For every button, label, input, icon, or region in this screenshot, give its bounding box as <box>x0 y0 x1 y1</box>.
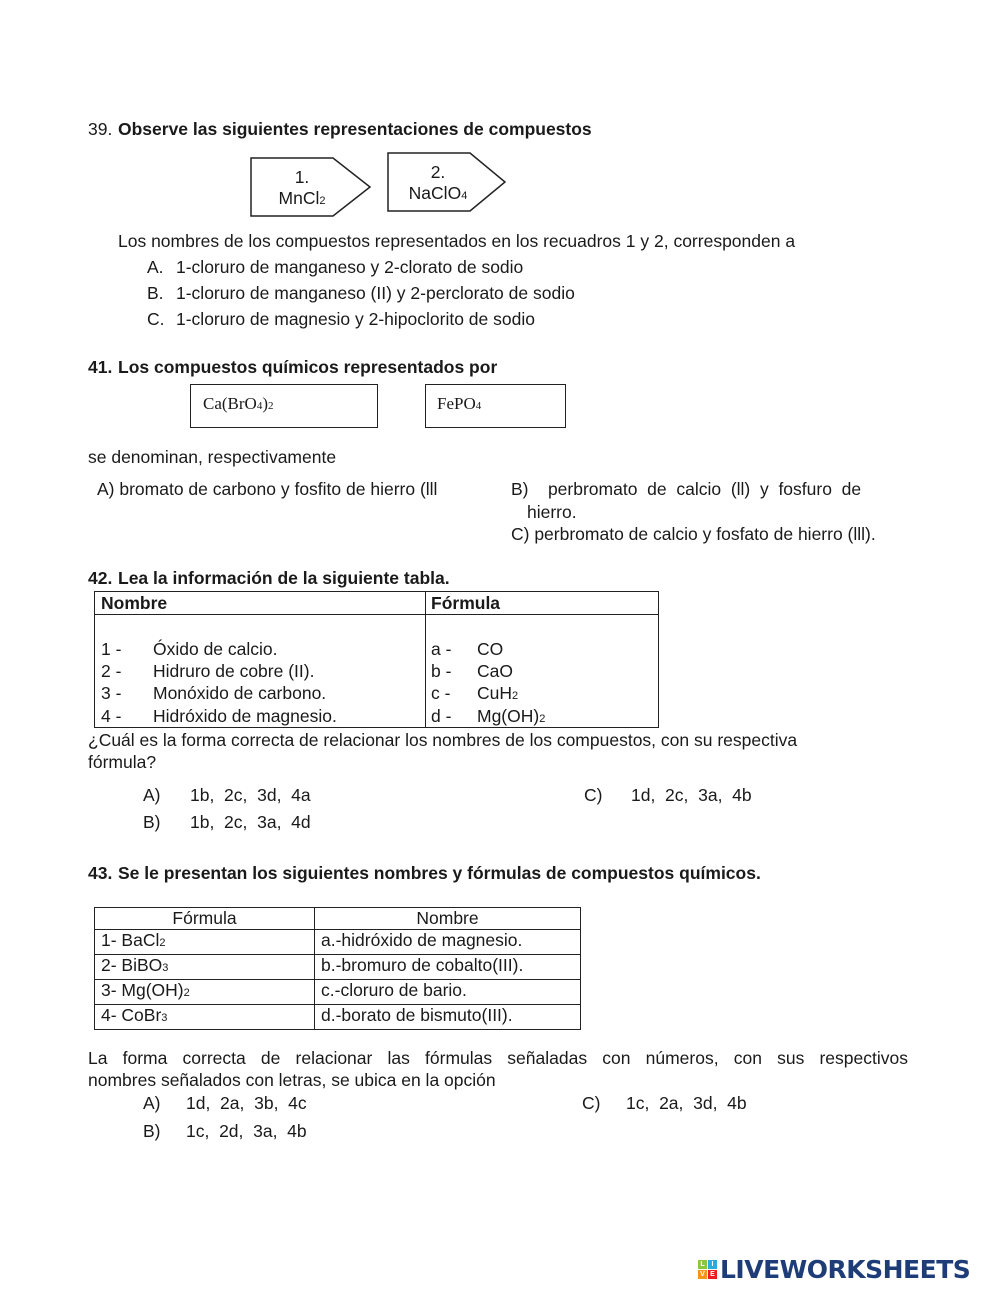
q43-table <box>94 907 581 1030</box>
formula: ) <box>262 394 268 413</box>
subscript: 2 <box>159 937 166 949</box>
formula-text: CaO <box>477 661 513 681</box>
name-cell: b.-bromuro de cobalto(III). <box>315 955 581 980</box>
q39-option-c-letter: C. <box>147 309 165 329</box>
formula-letter: d - <box>431 706 452 726</box>
formula: FePO <box>437 394 476 413</box>
table-row <box>95 980 581 1005</box>
formula: 2- BiBO <box>101 955 163 975</box>
formula-text: Mg(OH) <box>477 706 540 726</box>
q43-paragraph: La forma correcta de relacionar las fórmulas señaladas con números, con sus respectivos <box>88 1048 908 1068</box>
table-header-row <box>95 908 581 930</box>
q41-option-b-cont: hierro. <box>527 502 577 522</box>
box2-label <box>400 162 476 207</box>
q39-title: Observe las siguientes representaciones de compuestos <box>118 119 592 139</box>
name-cell: d.-borato de bismuto(III). <box>315 1005 581 1030</box>
q42-question-cont: fórmula? <box>88 752 157 772</box>
formula: 1- BaCl <box>101 930 160 950</box>
formula-cell <box>95 955 315 980</box>
q41-title: Los compuestos químicos representados por <box>118 357 498 377</box>
formula-text: CuH <box>477 683 513 703</box>
subscript: 3 <box>162 962 169 974</box>
formula: 4- CoBr <box>101 1005 162 1025</box>
name-cell: c.-cloruro de bario. <box>315 980 581 1005</box>
formula-cell <box>95 1005 315 1030</box>
q39-option-c: 1-cloruro de magnesio y 2-hipoclorito de sodio <box>176 309 535 329</box>
formula <box>477 706 545 729</box>
header-nombre: Nombre <box>315 908 581 930</box>
formula-box-2-text <box>437 394 481 416</box>
subscript: 4 <box>475 400 482 412</box>
formula-letter: b - <box>431 661 452 681</box>
formula <box>477 683 518 706</box>
formula: 3- Mg(OH) <box>101 980 184 1000</box>
logo-square: E <box>708 1270 717 1279</box>
q39-option-a: 1-cloruro de manganeso y 2-clorato de sodio <box>176 257 524 277</box>
subscript: 4 <box>461 190 468 202</box>
formula-text: CO <box>477 639 504 659</box>
q43-option-a-letter: A) <box>143 1093 161 1113</box>
formula: NaClO <box>408 183 462 203</box>
q43-option-c-letter: C) <box>582 1093 601 1113</box>
formula <box>477 639 503 659</box>
subscript: 3 <box>161 1012 168 1024</box>
box2-number: 2. <box>430 162 446 182</box>
formula-box-1-text <box>203 394 274 416</box>
subscript: 2 <box>268 400 274 412</box>
subscript: 2 <box>183 987 190 999</box>
q39-option-b-letter: B. <box>147 283 164 303</box>
q43-option-a: 1d, 2a, 3b, 4c <box>186 1093 307 1113</box>
q41-option-a: A) bromato de carbono y fosfito de hierro (lll <box>97 479 438 499</box>
box1-label <box>268 167 336 212</box>
formula-cell <box>95 980 315 1005</box>
formula-letter: c - <box>431 683 451 703</box>
q41-option-c: C) perbromato de calcio y fosfato de hierro (lll). <box>511 524 876 544</box>
logo-square: I <box>708 1260 717 1269</box>
header-formula: Fórmula <box>95 908 315 930</box>
formula <box>477 661 513 681</box>
name-number: 3 - <box>101 683 122 703</box>
q42-option-c-letter: C) <box>584 785 603 805</box>
subscript: 2 <box>319 195 326 207</box>
liveworksheets-logo <box>698 1255 970 1284</box>
table-row <box>95 955 581 980</box>
q42-option-b-letter: B) <box>143 812 161 832</box>
formula: Ca(BrO <box>203 394 257 413</box>
logo-square: V <box>698 1270 707 1279</box>
q42-title: Lea la información de la siguiente tabla. <box>118 568 450 588</box>
q39-number: 39. <box>88 119 113 139</box>
logo-squares-icon <box>698 1260 717 1279</box>
q43-title: Se le presentan los siguientes nombres y fórmulas de compuestos químicos. <box>118 863 761 883</box>
q42-option-b: 1b, 2c, 3a, 4d <box>190 812 311 832</box>
logo-text: LIVEWORKSHEETS <box>720 1255 971 1284</box>
subscript: 2 <box>539 713 546 725</box>
subscript: 4 <box>256 400 263 412</box>
table-row <box>95 1005 581 1030</box>
box1-number: 1. <box>294 167 310 187</box>
q42-number: 42. <box>88 568 113 588</box>
q43-option-b-letter: B) <box>143 1121 161 1141</box>
q42-header-nombre: Nombre <box>101 593 168 613</box>
q42-option-c: 1d, 2c, 3a, 4b <box>631 785 752 805</box>
subscript: 2 <box>512 690 519 702</box>
name-cell: a.-hidróxido de magnesio. <box>315 930 581 955</box>
logo-square: L <box>698 1260 707 1269</box>
table-row <box>95 930 581 955</box>
formula-box-1 <box>190 384 378 428</box>
q43-option-b: 1c, 2d, 3a, 4b <box>186 1121 307 1141</box>
compound-name: Hidruro de cobre (II). <box>153 661 315 681</box>
q43-number: 43. <box>88 863 113 883</box>
compound-name: Monóxido de carbono. <box>153 683 327 703</box>
q42-option-a: 1b, 2c, 3d, 4a <box>190 785 311 805</box>
box2-formula <box>400 183 476 207</box>
formula-box-2 <box>425 384 566 428</box>
name-number: 1 - <box>101 639 122 659</box>
q41-number: 41. <box>88 357 113 377</box>
compound-name: Óxido de calcio. <box>153 639 278 659</box>
q41-option-b: B) perbromato de calcio (ll) y fosfuro de <box>511 479 862 499</box>
name-number: 4 - <box>101 706 122 726</box>
q39-option-b: 1-cloruro de manganeso (II) y 2-perclorato de sodio <box>176 283 575 303</box>
name-number: 2 - <box>101 661 122 681</box>
q43-option-c: 1c, 2a, 3d, 4b <box>626 1093 747 1113</box>
q42-option-a-letter: A) <box>143 785 161 805</box>
q43-paragraph-cont: nombres señalados con letras, se ubica en la opción <box>88 1070 496 1090</box>
q42-question: ¿Cuál es la forma correcta de relacionar los nombres de los compuestos, con su respectiva <box>88 730 798 750</box>
q42-table <box>94 591 659 728</box>
q42-header-formula: Fórmula <box>431 593 501 613</box>
q39-intro: Los nombres de los compuestos representados en los recuadros 1 y 2, corresponden a <box>118 231 796 251</box>
formula-cell <box>95 930 315 955</box>
compound-name: Hidróxido de magnesio. <box>153 706 337 726</box>
q41-intro: se denominan, respectivamente <box>88 447 337 467</box>
q39-option-a-letter: A. <box>147 257 164 277</box>
formula: MnCl <box>278 188 320 208</box>
box1-formula <box>268 188 336 212</box>
formula-letter: a - <box>431 639 452 659</box>
